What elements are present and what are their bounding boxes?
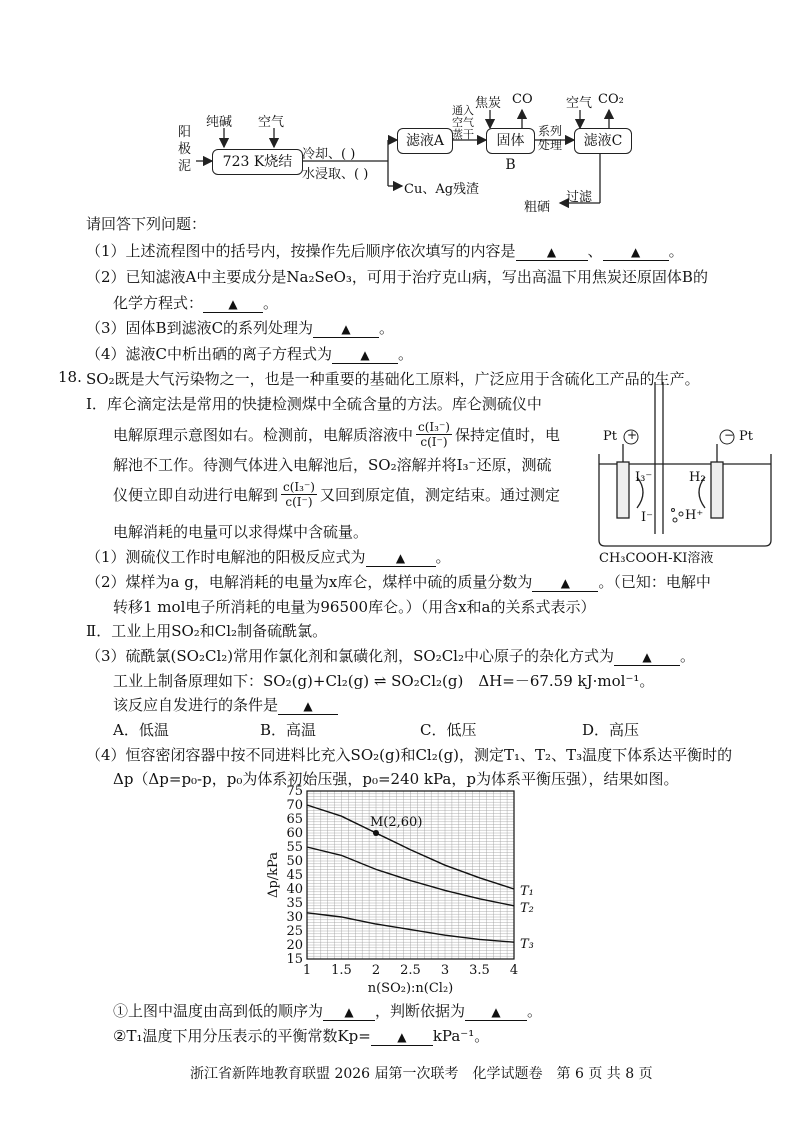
flow-residue-label: Cu、Ag残渣 <box>404 182 480 197</box>
flow-solid-b-node: 固体B <box>486 128 535 154</box>
q18-sub3 <box>86 645 695 666</box>
answer-blank[interactable] <box>614 647 680 666</box>
q17-intro: 请回答下列问题： <box>86 215 207 233</box>
series-label-3: T₃ <box>520 937 534 953</box>
series-label-1: T₁ <box>520 884 534 899</box>
plot-frame <box>307 791 514 959</box>
fraction-numerator: c(I₃⁻) <box>283 479 315 494</box>
q18-sub4-part2-text: ②T₁温度下用分压表示的平衡常数Kp= <box>113 1027 371 1045</box>
minus-sign: − <box>724 428 735 442</box>
answer-blank[interactable] <box>371 1027 433 1046</box>
x-tick-label: 1.5 <box>331 963 352 978</box>
series-line-1 <box>307 805 514 889</box>
blank-mark: ▲ <box>560 576 570 590</box>
pt-right-label: Pt <box>739 429 753 444</box>
q18-sub1 <box>86 546 451 567</box>
answer-blank[interactable] <box>278 696 338 715</box>
blank-mark: ▲ <box>491 1005 501 1019</box>
fraction-numerator: c(I₃⁻) <box>418 419 450 434</box>
q18-part2-title: Ⅱ．工业上用SO₂和Cl₂制备硫酰氯。 <box>86 622 328 640</box>
x-tick-label: 2.5 <box>400 963 421 978</box>
q18-sub1-end: 。 <box>435 548 451 566</box>
flow-coke-label: 焦炭 <box>475 96 502 111</box>
q18-line4-text-a: 仪便立即自动进行电解到 <box>113 485 279 504</box>
q18-sub3-text: （3）硫酰氯(SO₂Cl₂)常用作氯化剂和氯磺化剂，SO₂Cl₂中心原子的杂化方式为 <box>86 647 614 665</box>
flow-chunjian-label: 纯碱 <box>206 115 233 130</box>
y-tick-label: 20 <box>286 938 303 953</box>
q18-number: 18. <box>58 368 82 386</box>
blank-mark: ▲ <box>341 322 351 336</box>
y-tick-label: 45 <box>286 868 303 883</box>
point-m-label: M(2,60) <box>370 815 423 830</box>
x-tick-label: 1 <box>302 963 312 978</box>
blank-mark: ▲ <box>303 699 313 713</box>
fraction-denominator: c(I⁻) <box>285 494 313 509</box>
blank-mark: ▲ <box>630 245 641 259</box>
page-footer: 浙江省新阵地教育联盟 2026 届第一次联考 化学试题卷 第 6 页 共 8 页 <box>190 1066 653 1082</box>
q18-sub4-line2: Δp（Δp=p₀-p，p₀为体系初始压强，p₀=240 kPa，p为体系平衡压强），结果如图。 <box>113 770 679 788</box>
answer-blank[interactable] <box>332 345 398 364</box>
q17-part1-sep: 、 <box>587 242 603 260</box>
flow-series-label: 系列 处理 <box>538 124 563 152</box>
flow-filter-label: 过滤 <box>566 190 593 205</box>
q17-part3 <box>86 317 394 338</box>
flow-pass-label: 通入 空气 蒸干 <box>452 104 474 141</box>
q18-line2 <box>113 419 560 449</box>
q17-part4-text: （4）滤液C中析出硒的离子方程式为 <box>86 345 333 363</box>
answer-blank[interactable] <box>516 242 588 261</box>
x-tick-label: 3.5 <box>469 963 490 978</box>
flow-crude-se-label: 粗硒 <box>524 200 551 215</box>
q18-sub4-part1 <box>113 1000 542 1021</box>
option-a[interactable]: A．低温 <box>113 721 169 739</box>
fraction-denominator: c(I⁻) <box>420 434 448 449</box>
q17-part2-end: 。 <box>263 294 279 312</box>
y-tick-label: 50 <box>286 854 303 869</box>
q18-sub4-line1: （4）恒容密闭容器中按不同进料比充入SO₂(g)和Cl₂(g)，测定T₁、T₂、T₃温度下体系达平衡时的 <box>86 746 733 764</box>
q17-part3-end: 。 <box>379 319 395 337</box>
y-tick-label: 65 <box>286 812 303 827</box>
answer-blank[interactable] <box>366 548 436 567</box>
flow-calcine-node: 723 K烧结 <box>212 149 303 175</box>
q18-stem: SO₂既是大气污染物之一，也是一种重要的基础化工原料，广泛应用于含硫化工产品的生产。 <box>86 370 700 388</box>
y-axis-label: Δp/kPa <box>266 852 281 898</box>
plus-sign: + <box>627 428 638 442</box>
flowchart-arrows <box>0 0 800 210</box>
blank-mark: ▲ <box>360 348 370 362</box>
flow-filtrate-a-node: 滤液A <box>397 128 453 154</box>
answer-blank[interactable] <box>203 294 263 313</box>
flow-co2-label: CO₂ <box>598 92 624 107</box>
answer-blank[interactable] <box>323 1002 375 1021</box>
q18-line4-text-b: 又回到原定值，测定结束。通过测定 <box>319 485 560 504</box>
blank-mark: ▲ <box>228 297 238 311</box>
y-tick-label: 55 <box>286 840 303 855</box>
q18-sub4-part1-mid: ，判断依据为 <box>375 1002 466 1020</box>
q17-part3-text: （3）固体B到滤液C的系列处理为 <box>86 319 314 337</box>
electrolyte-label: CH₃COOH-KI溶液 <box>599 551 714 566</box>
flow-air-label: 空气 <box>258 115 285 130</box>
blank-mark: ▲ <box>344 1005 354 1019</box>
x-tick-label: 2 <box>371 963 381 978</box>
flow-soak-label: 水浸取、( ) <box>302 167 369 182</box>
flow-filtrate-c-node: 滤液C <box>574 128 632 154</box>
cell-diagram-svg <box>593 382 778 564</box>
i3-ion-label: I₃⁻ <box>635 470 653 485</box>
y-tick-label: 30 <box>286 910 303 925</box>
y-tick-label: 75 <box>286 784 303 799</box>
q17-part1-text: （1）上述流程图中的括号内，按操作先后顺序依次填写的内容是 <box>86 242 516 260</box>
q17-part1-end: 。 <box>668 242 684 260</box>
x-tick-label: 3 <box>440 963 450 978</box>
q18-sub3-condition-text: 该反应自发进行的条件是 <box>113 696 279 714</box>
q18-sub2-line2: 转移1 mol电子所消耗的电量为96500库仑。）（用含x和a的关系式表示） <box>113 598 596 616</box>
answer-blank[interactable] <box>313 319 379 338</box>
y-tick-label: 60 <box>286 826 303 841</box>
h-plus-label: H⁺ <box>685 508 704 523</box>
y-tick-label: 15 <box>286 952 303 967</box>
q18-sub1-text: （1）测硫仪工作时电解池的阳极反应式为 <box>86 548 366 566</box>
q18-sub3-condition <box>113 694 338 715</box>
h2-label: H₂ <box>689 470 706 485</box>
y-tick-label: 70 <box>286 798 303 813</box>
series-line-3 <box>307 913 514 942</box>
q18-sub2 <box>86 571 711 592</box>
q18-line2-text-a: 电解原理示意图如右。检测前，电解质溶液中 <box>113 425 414 444</box>
option-c[interactable]: C．低压 <box>420 721 477 739</box>
blank-mark: ▲ <box>395 551 406 565</box>
iodide-ion-label: I⁻ <box>641 510 653 525</box>
flow-left-stack: 阳 极 泥 <box>178 125 192 174</box>
point-m-marker <box>373 830 379 836</box>
ratio-fraction <box>281 480 317 509</box>
option-d[interactable]: D．高压 <box>582 721 640 739</box>
flow-air2-label: 空气 <box>566 96 593 111</box>
flow-cool-label: 冷却、( ) <box>302 147 356 162</box>
q18-line4 <box>113 479 560 509</box>
q18-sub2-text: （2）煤样为a g，电解消耗的电量为x库仑，煤样中硫的质量分数为 <box>86 573 533 591</box>
y-tick-label: 40 <box>286 882 303 897</box>
q18-sub3-end: 。 <box>680 647 696 665</box>
ratio-fraction <box>416 420 452 449</box>
q18-sub3-equation: 工业上制备原理如下：SO₂(g)+Cl₂(g) ⇌ SO₂Cl₂(g) ΔH=－67.59 kJ·mol⁻¹。 <box>113 672 655 690</box>
q18-sub2-end: 。（已知：电解中 <box>598 573 711 591</box>
q17-part2: （2）已知滤液A中主要成分是Na₂SeO₃，可用于治疗克山病，写出高温下用焦炭还原固体B的 <box>86 268 708 286</box>
blank-mark: ▲ <box>546 245 557 259</box>
series-line-2 <box>307 847 514 906</box>
q17-part2-line2 <box>113 292 278 313</box>
pt-left-label: Pt <box>603 429 617 444</box>
q18-line3: 解池不工作。待测气体进入电解池后，SO₂溶解并将I₃⁻还原，测硫 <box>113 456 552 474</box>
y-tick-label: 35 <box>286 896 303 911</box>
answer-blank[interactable] <box>465 1002 527 1021</box>
q18-sub4-part1-text: ①上图中温度由高到低的顺序为 <box>113 1002 324 1020</box>
answer-blank[interactable] <box>603 242 669 261</box>
q17-part4 <box>86 343 413 364</box>
option-b[interactable]: B．高温 <box>260 721 317 739</box>
flow-co-label: CO <box>512 92 533 107</box>
series-label-2: T₂ <box>520 900 534 916</box>
electrolysis-cell-diagram <box>593 382 778 564</box>
x-axis-label: n(SO₂):n(Cl₂) <box>367 981 454 996</box>
q18-line5: 电解消耗的电量可以求得煤中含硫量。 <box>113 523 369 541</box>
q18-sub4-part2-end: kPa⁻¹。 <box>432 1027 490 1045</box>
q18-sub4-part2 <box>113 1025 489 1046</box>
answer-blank[interactable] <box>532 573 598 592</box>
q18-line2-text-b: 保持定值时，电 <box>454 425 560 444</box>
q18-sub4-part1-end: 。 <box>527 1002 543 1020</box>
q17-part2-label: 化学方程式： <box>113 294 204 312</box>
q18-part1-title: Ⅰ．库仑滴定法是常用的快捷检测煤中全硫含量的方法。库仑测硫仪中 <box>86 395 542 413</box>
blank-mark: ▲ <box>642 650 652 664</box>
q17-part1 <box>86 240 684 261</box>
y-tick-label: 25 <box>286 924 303 939</box>
q17-part4-end: 。 <box>398 345 414 363</box>
blank-mark: ▲ <box>397 1030 407 1044</box>
x-tick-label: 4 <box>509 963 519 978</box>
